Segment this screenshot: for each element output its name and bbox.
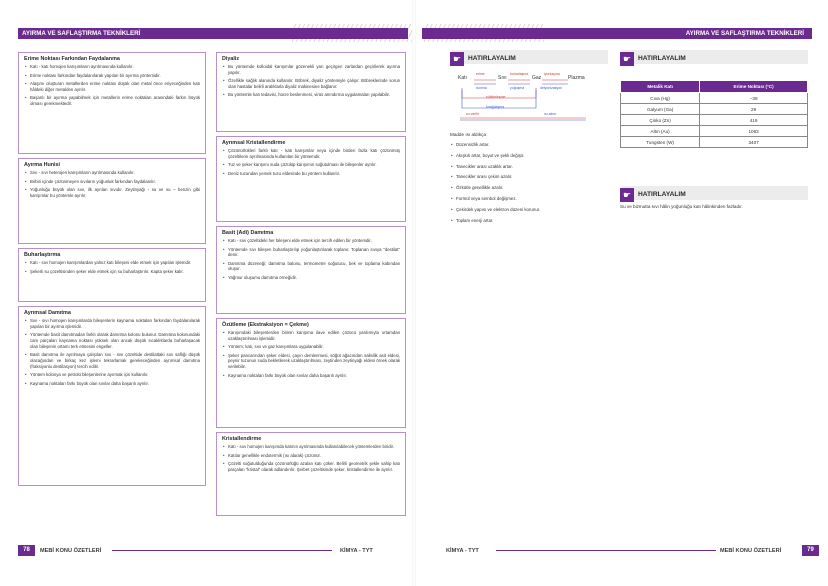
table-cell: 3407 (700, 137, 808, 148)
list-item: • Katı - sıvı homojen karışımlardan yalnız katı bileşeni elde etmek için yapılan işlemdir. (24, 260, 200, 266)
page-header-right: AYIRMA VE SAFLAŞTIRMA TEKNİKLERİ (422, 28, 812, 39)
list-item: • Yöntemde sıvı bileşen buharlaştırılıp yoğunlaştırılarak toplanır. Toplanan sıvıya "destilat" denir. (222, 247, 400, 258)
box-title: Diyaliz (222, 56, 240, 62)
list-item: • Basit damıtma ile ayrılmaya çalışılan sıvı - sıvı çözeltide destilattaki sıvı saflığı düşük olacağından ve birkaç kez işlemi tekrarlamak gerekeceğinden ayrımsal damıtma (fraksiyonlu destilasyon) tercih edilir. (24, 352, 200, 369)
list-item: • Alaşımı oluşturan metallerden erime noktası düşük olan metal önce eriyeceğinden katı hâldeki diğer metalden ayrılır. (24, 81, 200, 92)
list-item: • Deniz tuzundan yemek tuzu eldesinde bu yöntem kullanılır. (222, 171, 400, 177)
pointing-hand-icon: ☛ (620, 52, 634, 66)
hatirlayalim-heading (620, 186, 686, 204)
box-ayrimsal-kristallendirme (216, 136, 406, 222)
list-item: • Çekirdek yapısı ve elektron düzeni korunur. (450, 207, 610, 213)
water-note: Su ve bizmutta sıvı hâlin yoğunluğu katı hâlinkinden fazladır. (620, 204, 743, 209)
list-item: • Sıvı - sıvı homojen karışımlarda bileşenlerin kaynama noktaları farkından faydalanılarak yapılan bir ayırma işlemidir. (24, 318, 200, 329)
table-cell: 419 (700, 115, 808, 126)
table-cell: Altın (Au) (621, 126, 700, 137)
state-plazma: Plazma (568, 75, 585, 81)
page-header-left: AYIRMA VE SAFLAŞTIRMA TEKNİKLERİ (18, 28, 408, 39)
footer-brand: MEBİ KONU ÖZETLERİ (720, 548, 782, 554)
list-item: • Akışkık artar, boyut ve şekli değişir. (450, 153, 610, 159)
list-item: • Katı - sıvı homojen karışımda katının ayrılmasında kullanılabilecek yöntemlerden biridir. (222, 444, 400, 450)
hatirlayalim-title: HATIRLAYALIM (638, 55, 686, 63)
list-item: • Bu yöntemle kan tedavisi, hücre beslenmesi, virüs anındırma uygulamaları yapılabilir. (222, 92, 400, 98)
list-item: • Yağmur oluşumu damıtma örneğidir. (222, 275, 400, 281)
table-cell: Galyum (Ga) (621, 104, 700, 115)
box-buharlastirma (18, 248, 206, 302)
list-item: • Damıtma düzeneği; damıtma balonu, termometre soğutucu, bek ve toplama kabından oluşur. (222, 261, 400, 272)
label-donma: donma (476, 86, 487, 90)
list-item: • Bu yöntemde kolloidal karışımlar gözenekli yarı geçirgen zarlardan geçirilerek ayırma yapılır. (222, 64, 400, 75)
heat-effects-list (450, 142, 610, 228)
box-ayirma-hunisi (18, 158, 206, 244)
state-gaz: Gaz (532, 75, 542, 81)
list-item: • Yöntemde basit damıtmadan farklı olarak damıtma kolonu bulunur. Damıtma kolonundaki cam parçaları kaynama noktası yüksek olan ancak düşük sıcaklıklarda buharlaşacak olan bileşenin ortamı terk etmesini engeller. (24, 332, 200, 349)
list-item: • Özkütle genellikle azalır. (450, 185, 610, 191)
table-cell: −39 (700, 93, 808, 104)
box-title: Basit (Adi) Damıtma (222, 230, 274, 236)
label-kiragilasma: kırağılaşma (486, 105, 505, 109)
list-item: • Tanecikler arası çekim azalır. (450, 174, 610, 180)
list-item: • Özellikle sağlık alanında kullanılır. Böbrek, diyaliz yöntemiyle çalışır. Böbreklerinde sorun olan hastalar belirli aralıklarla diyaliz makinesine bağlanır. (222, 78, 400, 89)
box-basit-damitma (216, 226, 406, 314)
page-number: 79 (802, 545, 819, 556)
label-deiyonizasyon: deiyonizasyon (540, 86, 563, 90)
box-erime-noktasi (18, 52, 206, 154)
hatirlayalim-heading (450, 50, 516, 68)
label-sublimlesme: süblimleşme (486, 95, 506, 99)
label-buharlasma: buharlaşma (510, 72, 529, 76)
label-iyonlasma: iyonlaşma (544, 72, 560, 76)
box-title: Ayrımsal Kristallendirme (222, 140, 286, 146)
left-page (0, 0, 412, 586)
pointing-hand-icon: ☛ (620, 188, 634, 202)
box-title: Kristallendirme (222, 436, 262, 442)
table-row (621, 93, 808, 104)
table-row (621, 126, 808, 137)
list-item: • Yöntem kolonya ve petrolü bileşenlerine ayırmak için kullanılır. (24, 372, 200, 378)
box-diyaliz (216, 52, 406, 132)
footer-line (112, 550, 332, 551)
box-title: Erime Noktası Farkından Faydalanma (24, 56, 120, 62)
list-item: • Başarılı bir ayırma yapabilmek için metallerin erime noktaları arasındaki farkın büyük olması gerekmektedir. (24, 95, 200, 106)
right-page (416, 0, 828, 586)
list-item: • Katı - katı homojen karışımların ayrılmasında kullanılır. (24, 64, 200, 70)
footer-line (496, 550, 716, 551)
melting-point-table (620, 80, 808, 148)
list-item: • Şekerli su çözeltisinden şeker elde etmek için su buharlaştırılır. Kapta şeker kalır. (24, 269, 200, 275)
box-kristallendirme (216, 432, 406, 516)
list-item: • Yöntem; katı, sıvı ve gaz karışımlara uygulanabilir. (222, 344, 400, 350)
list-item: • Düzensizlik artar. (450, 142, 610, 148)
footer-subject: KİMYA - TYT (446, 548, 479, 554)
box-ayrimsal-damitma (18, 306, 206, 486)
label-isi-alinir: ısı alınır (544, 112, 557, 116)
table-header: Metalik Katı (621, 81, 700, 93)
hatirlayalim-title: HATIRLAYALIM (638, 191, 686, 199)
table-header: Erime Noktası (°C) (700, 81, 808, 93)
table-cell: 1063 (700, 126, 808, 137)
table-cell: Çinko (Zn) (621, 115, 700, 126)
hatirlayalim-heading (620, 50, 686, 68)
list-item: • Şeker pancarından şeker eldesi, çayın demlenmesi, söğüt ağacından salisilik asit eldesi, peynir tuzunun suda bekletilerek uzaklaştırılması, zeytinden zeytinyağı eldesi örnek olarak verilebilir. (222, 353, 400, 370)
box-title: Ayrımsal Damıtma (24, 310, 71, 316)
list-item: • Kaynama noktaları farkı büyük olan sıvılar daha başarılı ayrılır. (222, 373, 400, 379)
footer-subject: KİMYA - TYT (340, 548, 373, 554)
hatirlayalim-title: HATIRLAYALIM (468, 55, 516, 63)
label-erime: erime (476, 72, 485, 76)
list-item: • Formül veya sembol değişmez. (450, 196, 610, 202)
list-item: • Erime noktası farkından faydalanılarak yapılan bir ayırma yöntemidir. (24, 73, 200, 79)
label-yogusma: yoğuşma (510, 86, 525, 90)
list-item: • Birbiri içinde çözünmeyen sıvıların yoğunluk farkından faydalanılır. (24, 179, 200, 185)
list-item: • Çözelti soğutulduğunda çözünürlüğü azalan katı çöker. Belirli geometrik şekle sahip katı parçaları "kristal" olarak adlandırılır. Şerbet çözeltisinde şeker, kristallendirme ile ayrılır. (222, 461, 400, 472)
list-item: • Katı - sıvı çözeltideki her bileşeni elde etmek için tercih edilen bir yöntemdir. (222, 238, 400, 244)
table-row (621, 137, 808, 148)
table-cell: 29 (700, 104, 808, 115)
box-title: Ayırma Hunisi (24, 162, 61, 168)
list-item: • Katılar genellikle endotermik (ısı alarak) çözünür. (222, 453, 400, 459)
heat-note: Madde ısı aldıkça (450, 132, 487, 137)
box-title: Buharlaştırma (24, 252, 61, 258)
footer-brand: MEBİ KONU ÖZETLERİ (40, 548, 102, 554)
page-number: 78 (18, 545, 35, 556)
state-sivi: Sıvı (498, 75, 507, 81)
table-row (621, 115, 808, 126)
list-item: • Tuz ve şeker karışımı suda çözülüp karışımın soğutulması ile bileşenler ayrılır. (222, 162, 400, 168)
state-kati: Katı (458, 75, 467, 81)
table-cell: Tungsten (W) (621, 137, 700, 148)
list-item: • Sıvı - sıvı heterojen karışımların ayrılmasında kullanılır. (24, 170, 200, 176)
table-row (621, 104, 808, 115)
list-item: • Kaynama noktaları farkı büyük olan sıvılar daha başarılı ayrılır. (24, 381, 200, 387)
list-item: • Çözünürlükleri farklı katı - katı karışımlar veya içinde birden fazla katı çözünmüş çözeltilerin ayrılmasında kullanılan bir yöntemdir. (222, 148, 400, 159)
label-isi-verilir: ısı verilir (466, 112, 480, 116)
list-item: • Yoğunluğu büyük olan sıvı, ilk ayrılan sıvıdır. Zeytinyağı - su ve su – benzin gibi karışımlar bu yöntemle ayrılır. (24, 187, 200, 198)
list-item: • Karışımdaki bileşenlerden birinin karışıma ilave edilen çözücü yardımıyla ortamdan uzaklaştırılması işlemidir. (222, 330, 400, 341)
list-item: • Tanecikler arası uzaklık artar. (450, 164, 610, 170)
box-ozutleme (216, 318, 406, 428)
pointing-hand-icon: ☛ (450, 52, 464, 66)
box-title: Özütleme (Ekstraksiyon = Çekme) (222, 322, 309, 328)
table-cell: Cıva (Hg) (621, 93, 700, 104)
list-item: • Toplam enerji artar. (450, 218, 610, 224)
